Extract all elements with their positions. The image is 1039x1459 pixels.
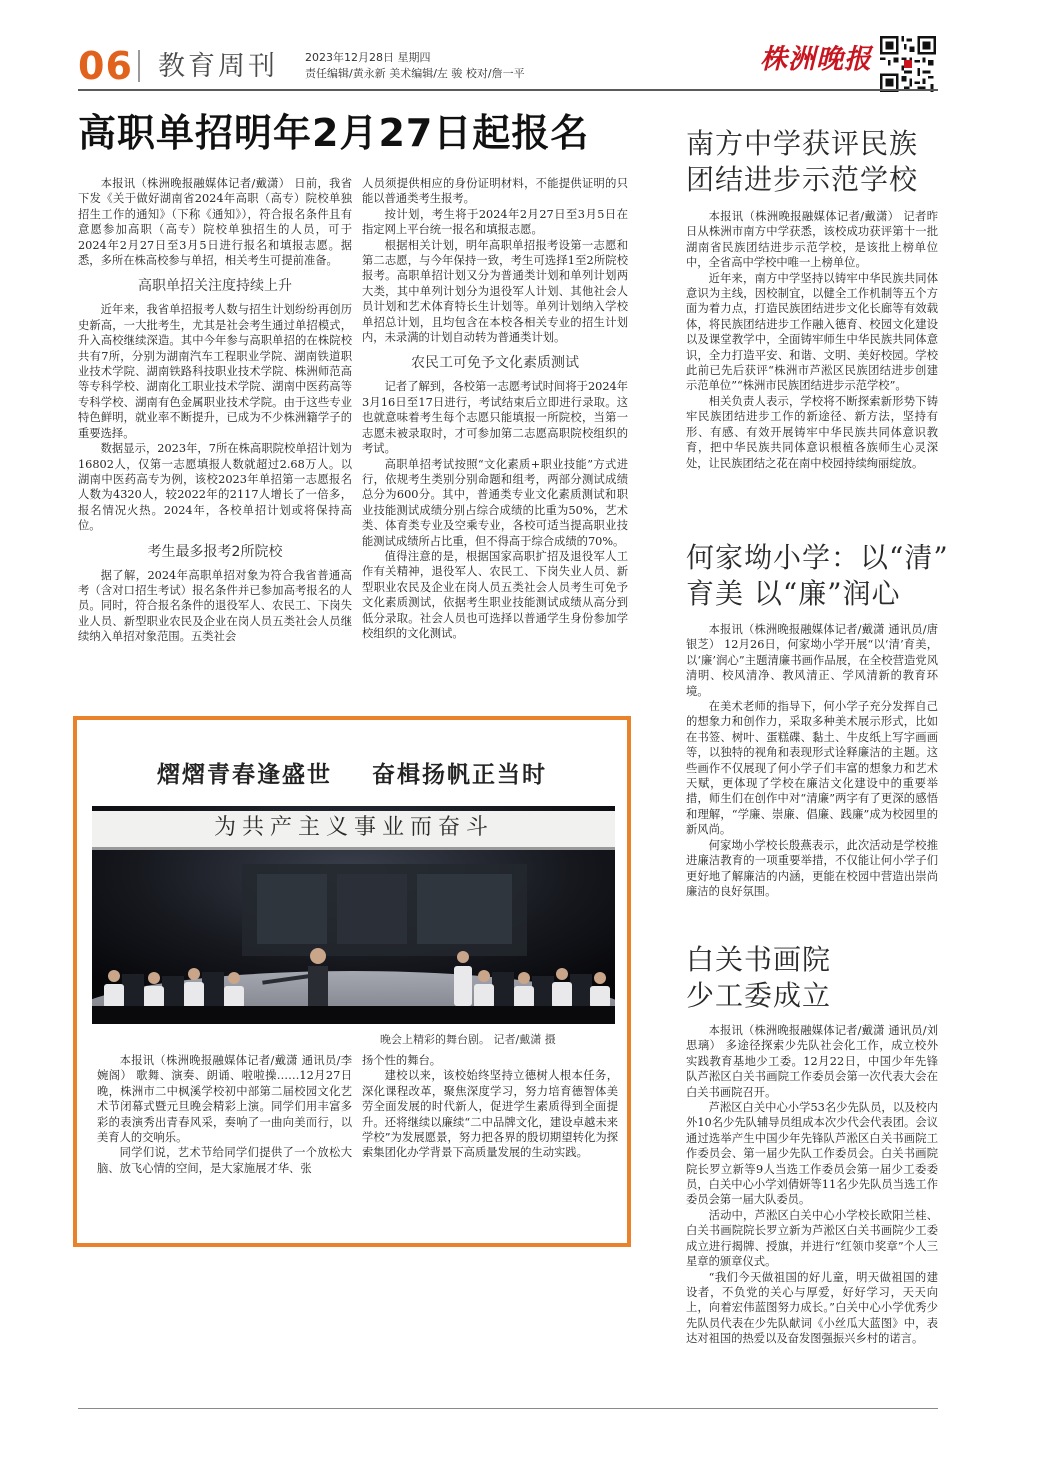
newspaper-logo: 株洲晚报 bbox=[760, 44, 872, 75]
header-meta bbox=[305, 50, 525, 82]
paragraph: 本报讯（株洲晚报融媒体记者/戴潇） 日前，我省下发《关于做好湖南省2024年高职（高专）院校单独招生工作的通知》（下称《通知》），符合报名条件且有意愿参加高职（高专）院校单独招生的人员，可于2024年2月27日至3月5日进行报名和填报志愿。据悉，多所在株高校参与单招，相关考生可提前准备。 bbox=[78, 177, 352, 268]
paragraph: 本报讯（株洲晚报融媒体记者/戴潇 通讯员/李婉阁） 歌舞、演奏、朗诵、啦啦操……12月27日晚，株洲市二中枫溪学校初中部第二届校园文化艺术节闭幕式暨元旦晚会精彩上演。同学们用丰富多彩的表演秀出青春风采，奏响了一曲向美而行，以美育人的交响乐。 bbox=[97, 1054, 352, 1145]
headline-line: 育美 以“廉”润心 bbox=[686, 577, 901, 610]
stage-photo bbox=[92, 806, 615, 1024]
main-article-column-2 bbox=[362, 176, 628, 641]
date-line: 2023年12月28日 星期四 bbox=[305, 51, 431, 64]
section-title: 教育周刊 bbox=[158, 51, 278, 82]
qr-code-icon bbox=[880, 36, 936, 92]
paragraph: 据了解，2024年高职单招对象为符合我省普通高考（含对口招生考试）报名条件并已参加高考报名的人员。同时，符合报名条件的退役军人、农民工、下岗失业人员、新型职业农民及企业在岗人员五类社会人员继续纳入单招对象范围。五类社会 bbox=[78, 568, 352, 644]
paragraph: 何家坳小学校长殷燕表示，此次活动是学校推进廉洁教育的一项重要举措，不仅能让何小学子们更好地了解廉洁的内涵，更能在校园中营造出崇尚廉洁的良好氛围。 bbox=[686, 838, 938, 898]
paragraph: 本报讯（株洲晚报融媒体记者/戴潇 通讯员/唐银芝） 12月26日，何家坳小学开展“以‘清’育美，以‘廉’润心”主题清廉书画作品展，在全校营造党风清明、校风清净、教风清正、学风清新的教育环境。 bbox=[686, 623, 938, 698]
paragraph: “我们今天做祖国的好儿童，明天做祖国的建设者，不负党的关心与厚爱，好好学习，天天向上，向着宏伟蓝图努力成长。”白关中心小学优秀少先队员代表在少先队献词《小丝瓜大蓝图》中，表达对祖国的热爱以及奋发图强振兴乡村的诺言。 bbox=[686, 1270, 938, 1346]
stage-banner-text: 为共产主义事业而奋斗 bbox=[213, 815, 495, 840]
paragraph: 建校以来，该校始终坚持立德树人根本任务，深化课程改革，聚焦深度学习，努力培育德智体美劳全面发展的时代新人，促进学生素质得到全面提升。还将继续以廉续“二中品牌文化，建设卓越未来学校”为发展愿景，努力把各界的殷切期望转化为探索集团化办学背景下高质量发展的生动实践。 bbox=[362, 1069, 618, 1160]
photo-caption: 晚会上精彩的舞台剧。 记者/戴潇 摄 bbox=[380, 1033, 556, 1046]
feature-column-2 bbox=[362, 1053, 618, 1161]
paragraph: 本报讯（株洲晚报融媒体记者/戴潇 通讯员/刘思璃） 多途径探索少先队社会化工作，成立校外实践教育基地少工委。12月22日，中国少年先锋队芦淞区白关书画院工作委员会第一次代表大会在白关书画院召开。 bbox=[686, 1024, 938, 1099]
page-number: 06 bbox=[78, 44, 133, 88]
paragraph: 芦淞区白关中心小学53名少先队员，以及校内外10名少先队辅导员组成本次少代会代表团。会议通过选举产生中国少年先锋队芦淞区白关书画院工作委员会、第一届少先队工作委员会。白关书画院院长罗立新等9人当选工作委员会第一届少工委委员，白关中心小学刘倩妍等11名少先队员当选工作委员会第一届大队委员。 bbox=[686, 1101, 938, 1207]
header-rule bbox=[78, 89, 938, 91]
subheading: 高职单招关注度持续上升 bbox=[138, 278, 292, 295]
side-story-3-headline bbox=[686, 942, 831, 1014]
paragraph: 人员须提供相应的身份证明材料，不能提供证明的只能以普通类考生报考。 bbox=[362, 177, 628, 206]
main-headline: 高职单招明年2月27日起报名 bbox=[78, 111, 590, 155]
editors-line: 责任编辑/黄永新 美术编辑/左 骏 校对/詹一平 bbox=[305, 67, 525, 80]
paragraph: 相关负责人表示，学校将不断探索新形势下铸牢民族团结进步工作的新途径、新方法，坚持有形、有感、有效开展铸牢中华民族共同体意识教育，把中华民族共同体意识根植各族师生心灵深处，让民族团结之花在南中校园持续绚丽绽放。 bbox=[686, 394, 938, 470]
paragraph: 记者了解到，各校第一志愿考试时间将于2024年3月16日至17日进行，考试结束后立即进行录取。这也就意味着考生每个志愿只能填报一所院校，当第一志愿未被录取时，才可参加第二志愿高职院校组织的考试。 bbox=[362, 380, 628, 456]
side-story-3-body bbox=[686, 1023, 938, 1347]
side-story-2-headline bbox=[686, 540, 949, 612]
paragraph: 在美术老师的指导下，何小学子充分发挥自己的想象力和创作力，采取多种美术展示形式，比如在书签、树叶、蛋糕碟、黏土、牛皮纸上写字画画等，以独特的视角和表现形式诠释廉洁的主题。这些画作不仅展现了何小学子们丰富的想象力和艺术天赋，更体现了学校在廉洁文化建设中的重要举措，师生们在创作中对“清廉”两字有了更深的感悟和理解，“学廉、崇廉、倡廉、践廉”成为校园里的新风尚。 bbox=[686, 700, 938, 837]
headline-line: 何家坳小学：以“清” bbox=[686, 541, 949, 574]
side-story-2-body bbox=[686, 622, 938, 899]
subheading: 农民工可免予文化素质测试 bbox=[411, 355, 579, 372]
paragraph: 活动中，芦淞区白关中心小学校长欧阳兰桂、白关书画院院长罗立新为芦淞区白关书画院少工委成立进行揭牌、授旗，并进行“红领巾奖章”个人三星章的颁章仪式。 bbox=[686, 1208, 938, 1269]
paragraph: 扬个性的舞台。 bbox=[362, 1054, 442, 1067]
header-divider bbox=[138, 50, 140, 82]
paragraph: 同学们说，艺术节给同学们提供了一个放松大脑、放飞心情的空间，是大家施展才华、张 bbox=[97, 1146, 352, 1175]
paragraph: 近年来，我省单招报考人数与招生计划纷纷再创历史新高，一大批考生，尤其是社会考生通过单招模式，升入高校继续深造。其中今年参与高职单招的在株院校共有7所，分别为湖南汽车工程职业学院、湖南铁道职业技术学院、湖南铁路科技职业技术学院、株洲师范高等专科学校、湖南化工职业技术学院、湖南中医药高等专科学校、湖南有色金属职业技术学院。由于这些专业特色鲜明，就业率不断提升，已成为不少株洲籍学子的重要选择。 bbox=[78, 303, 352, 440]
feature-column-1 bbox=[97, 1053, 352, 1176]
side-story-1-headline bbox=[686, 126, 918, 198]
feature-headline: 熠熠青春逢盛世 奋楫扬帆正当时 bbox=[156, 761, 548, 788]
paragraph: 高职单招考试按照“文化素质+职业技能”方式进行，依规考生类别分别命题和组考，两部分测试成绩总分为600分。其中，普通类专业文化素质测试和职业技能测试成绩分别占综合成绩的比重为50%，艺术类、体育类专业及空乘专业，各校可适当提高职业技能测试成绩所占比重，但不得高于综合成绩的70%。 bbox=[362, 457, 628, 548]
side-story-1-body bbox=[686, 209, 938, 471]
headline-line: 少工委成立 bbox=[686, 979, 832, 1012]
subheading: 考生最多报考2所院校 bbox=[147, 543, 283, 560]
paragraph: 近年来，南方中学坚持以铸牢中华民族共同体意识为主线，因校制宜，以健全工作机制等五个方面为着力点，打造民族团结进步文化长廊等有效载体，将民族团结进步工作融入德育、校园文化建设以及课堂教学中，全面铸牢师生中华民族共同体意识，全力打造平安、和谐、文明、美好校园。学校此前已先后获评“株洲市芦淞区民族团结进步创建示范单位”“株洲市民族团结进步示范学校”。 bbox=[686, 271, 938, 393]
paragraph: 根据相关计划，明年高职单招报考设第一志愿和第二志愿，与今年保持一致，考生可选择1至2所院校报考。高职单招计划又分为普通类计划和单列计划两大类，其中单列计划分为退役军人计划、其他社会人员计划和艺术体育特长生计划等。单列计划纳入学校单招总计划，且均包含在本校各相关专业的招生计划内，未录满的计划自动转为普通类计划。 bbox=[362, 238, 628, 345]
paragraph: 按计划，考生将于2024年2月27日至3月5日在指定网上平台统一报名和填报志愿。 bbox=[362, 207, 628, 237]
footer-rule bbox=[78, 1408, 938, 1409]
headline-line: 南方中学获评民族 bbox=[686, 127, 919, 160]
main-article-column-1 bbox=[78, 176, 352, 645]
paragraph: 数据显示，2023年，7所在株高职院校单招计划为16802人，仅第一志愿填报人数就超过2.68万人。以湖南中医药高专为例，该校2023年单招第一志愿报名人数为4320人，较2022年的2117人增长了一倍多，报名情况火热。2024年，各校单招计划或将保持高位。 bbox=[78, 442, 352, 533]
paragraph: 值得注意的是，根据国家高职扩招及退役军人工作有关精神，退役军人、农民工、下岗失业人员、新型职业农民及企业在岗人员五类社会人员考生可免予文化素质测试，依据考生职业技能测试成绩从高分到低分录取。社会人员也可选择以普通学生身份参加学校组织的文化测试。 bbox=[362, 549, 628, 640]
paragraph: 本报讯（株洲晚报融媒体记者/戴潇） 记者昨日从株洲市南方中学获悉，该校成功获评第十一批湖南省民族团结进步示范学校，是该批上榜单位中，全省高中学校中唯一上榜单位。 bbox=[686, 210, 938, 270]
headline-line: 白关书画院 bbox=[686, 943, 832, 976]
headline-line: 团结进步示范学校 bbox=[686, 163, 919, 196]
